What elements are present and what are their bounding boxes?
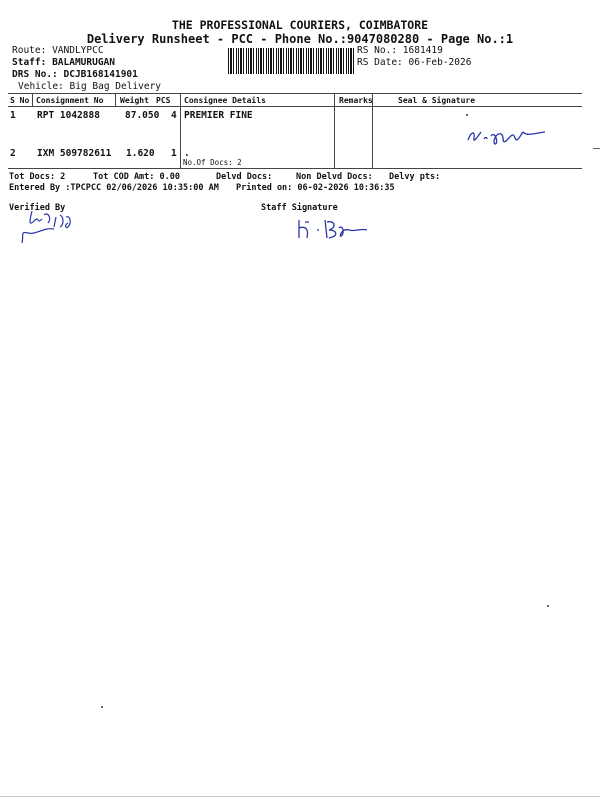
row-consignee: PREMIER FINE xyxy=(184,110,253,121)
rs-no-line xyxy=(357,45,443,56)
staff-signature-image xyxy=(295,214,375,242)
drs-label: DRS No.: xyxy=(12,69,58,80)
bottom-edge-line xyxy=(0,796,600,797)
route-value: VANDLYPCC xyxy=(52,45,104,56)
staff-line xyxy=(12,57,115,68)
col-divider xyxy=(32,93,33,106)
staff-label: Staff: xyxy=(12,57,47,68)
rs-no-value: 1681419 xyxy=(402,45,443,56)
row-sno: 2 xyxy=(10,148,16,159)
route-line xyxy=(12,45,104,56)
row-consignee: . xyxy=(184,148,190,159)
delvd-docs: Delvd Docs: xyxy=(216,172,273,182)
rs-no-label: RS No.: xyxy=(357,45,398,56)
row-consignment: IXM 509782611 xyxy=(37,148,112,159)
table-header-rule xyxy=(8,106,582,107)
col-header-seal: Seal & Signature xyxy=(398,96,476,105)
col-divider xyxy=(334,93,335,168)
delvy-pts: Delvy pts: xyxy=(389,172,441,182)
rs-date-line xyxy=(357,57,471,68)
col-divider xyxy=(180,93,181,168)
rs-date-value: 06-Feb-2026 xyxy=(408,57,472,68)
verifier-signature-image xyxy=(14,205,84,247)
printed-on: Printed on: 06-02-2026 10:36:35 xyxy=(236,183,395,193)
staff-signature-label: Staff Signature xyxy=(261,203,338,213)
row-consignment: RPT 1042888 xyxy=(37,110,100,121)
staff-value: BALAMURUGAN xyxy=(52,57,115,68)
row-docs-note: No.Of Docs: 2 xyxy=(183,158,242,167)
col-header-consignee: Consignee Details xyxy=(184,96,266,105)
vehicle-value: Big Bag Delivery xyxy=(69,81,162,92)
vehicle-line xyxy=(18,81,161,92)
runsheet-subtitle: Delivery Runsheet - PCC - Phone No.:9047080280 - Page No.:1 xyxy=(86,32,514,46)
table-top-rule xyxy=(8,93,582,94)
row-pcs: 1 xyxy=(171,148,177,159)
col-header-pcs: PCS xyxy=(156,96,171,105)
table-bottom-rule xyxy=(8,168,582,169)
edge-mark xyxy=(593,148,600,149)
route-label: Route: xyxy=(12,45,47,56)
barcode-image xyxy=(228,48,354,74)
col-header-weight: Weight xyxy=(120,96,149,105)
receiver-signature-image xyxy=(465,122,555,152)
row-weight: 1.620 xyxy=(126,148,155,159)
entered-by: Entered By :TPCPCC 02/06/2026 10:35:00 AM xyxy=(9,183,219,193)
ink-speck xyxy=(466,114,468,116)
company-title: THE PROFESSIONAL COURIERS, COIMBATORE xyxy=(171,18,429,32)
row-sno: 1 xyxy=(10,110,16,121)
col-header-remarks: Remarks xyxy=(339,96,373,105)
col-header-sno: S No xyxy=(10,96,30,105)
row-weight: 87.050 xyxy=(125,110,160,121)
rs-date-label: RS Date: xyxy=(357,57,403,68)
non-delvd-docs: Non Delvd Docs: xyxy=(296,172,373,182)
verified-by-label: Verified By xyxy=(9,203,66,213)
drs-value: DCJB168141901 xyxy=(63,69,138,80)
page-speck xyxy=(547,605,549,607)
tot-docs: Tot Docs: 2 xyxy=(9,172,66,182)
drs-line xyxy=(12,69,138,80)
col-header-consignment: Consignment No xyxy=(36,96,104,105)
row-pcs: 4 xyxy=(171,110,177,121)
page-speck xyxy=(101,706,103,708)
tot-cod-amt: Tot COD Amt: 0.00 xyxy=(93,172,180,182)
col-divider xyxy=(115,93,116,106)
vehicle-label: Vehicle: xyxy=(18,81,64,92)
